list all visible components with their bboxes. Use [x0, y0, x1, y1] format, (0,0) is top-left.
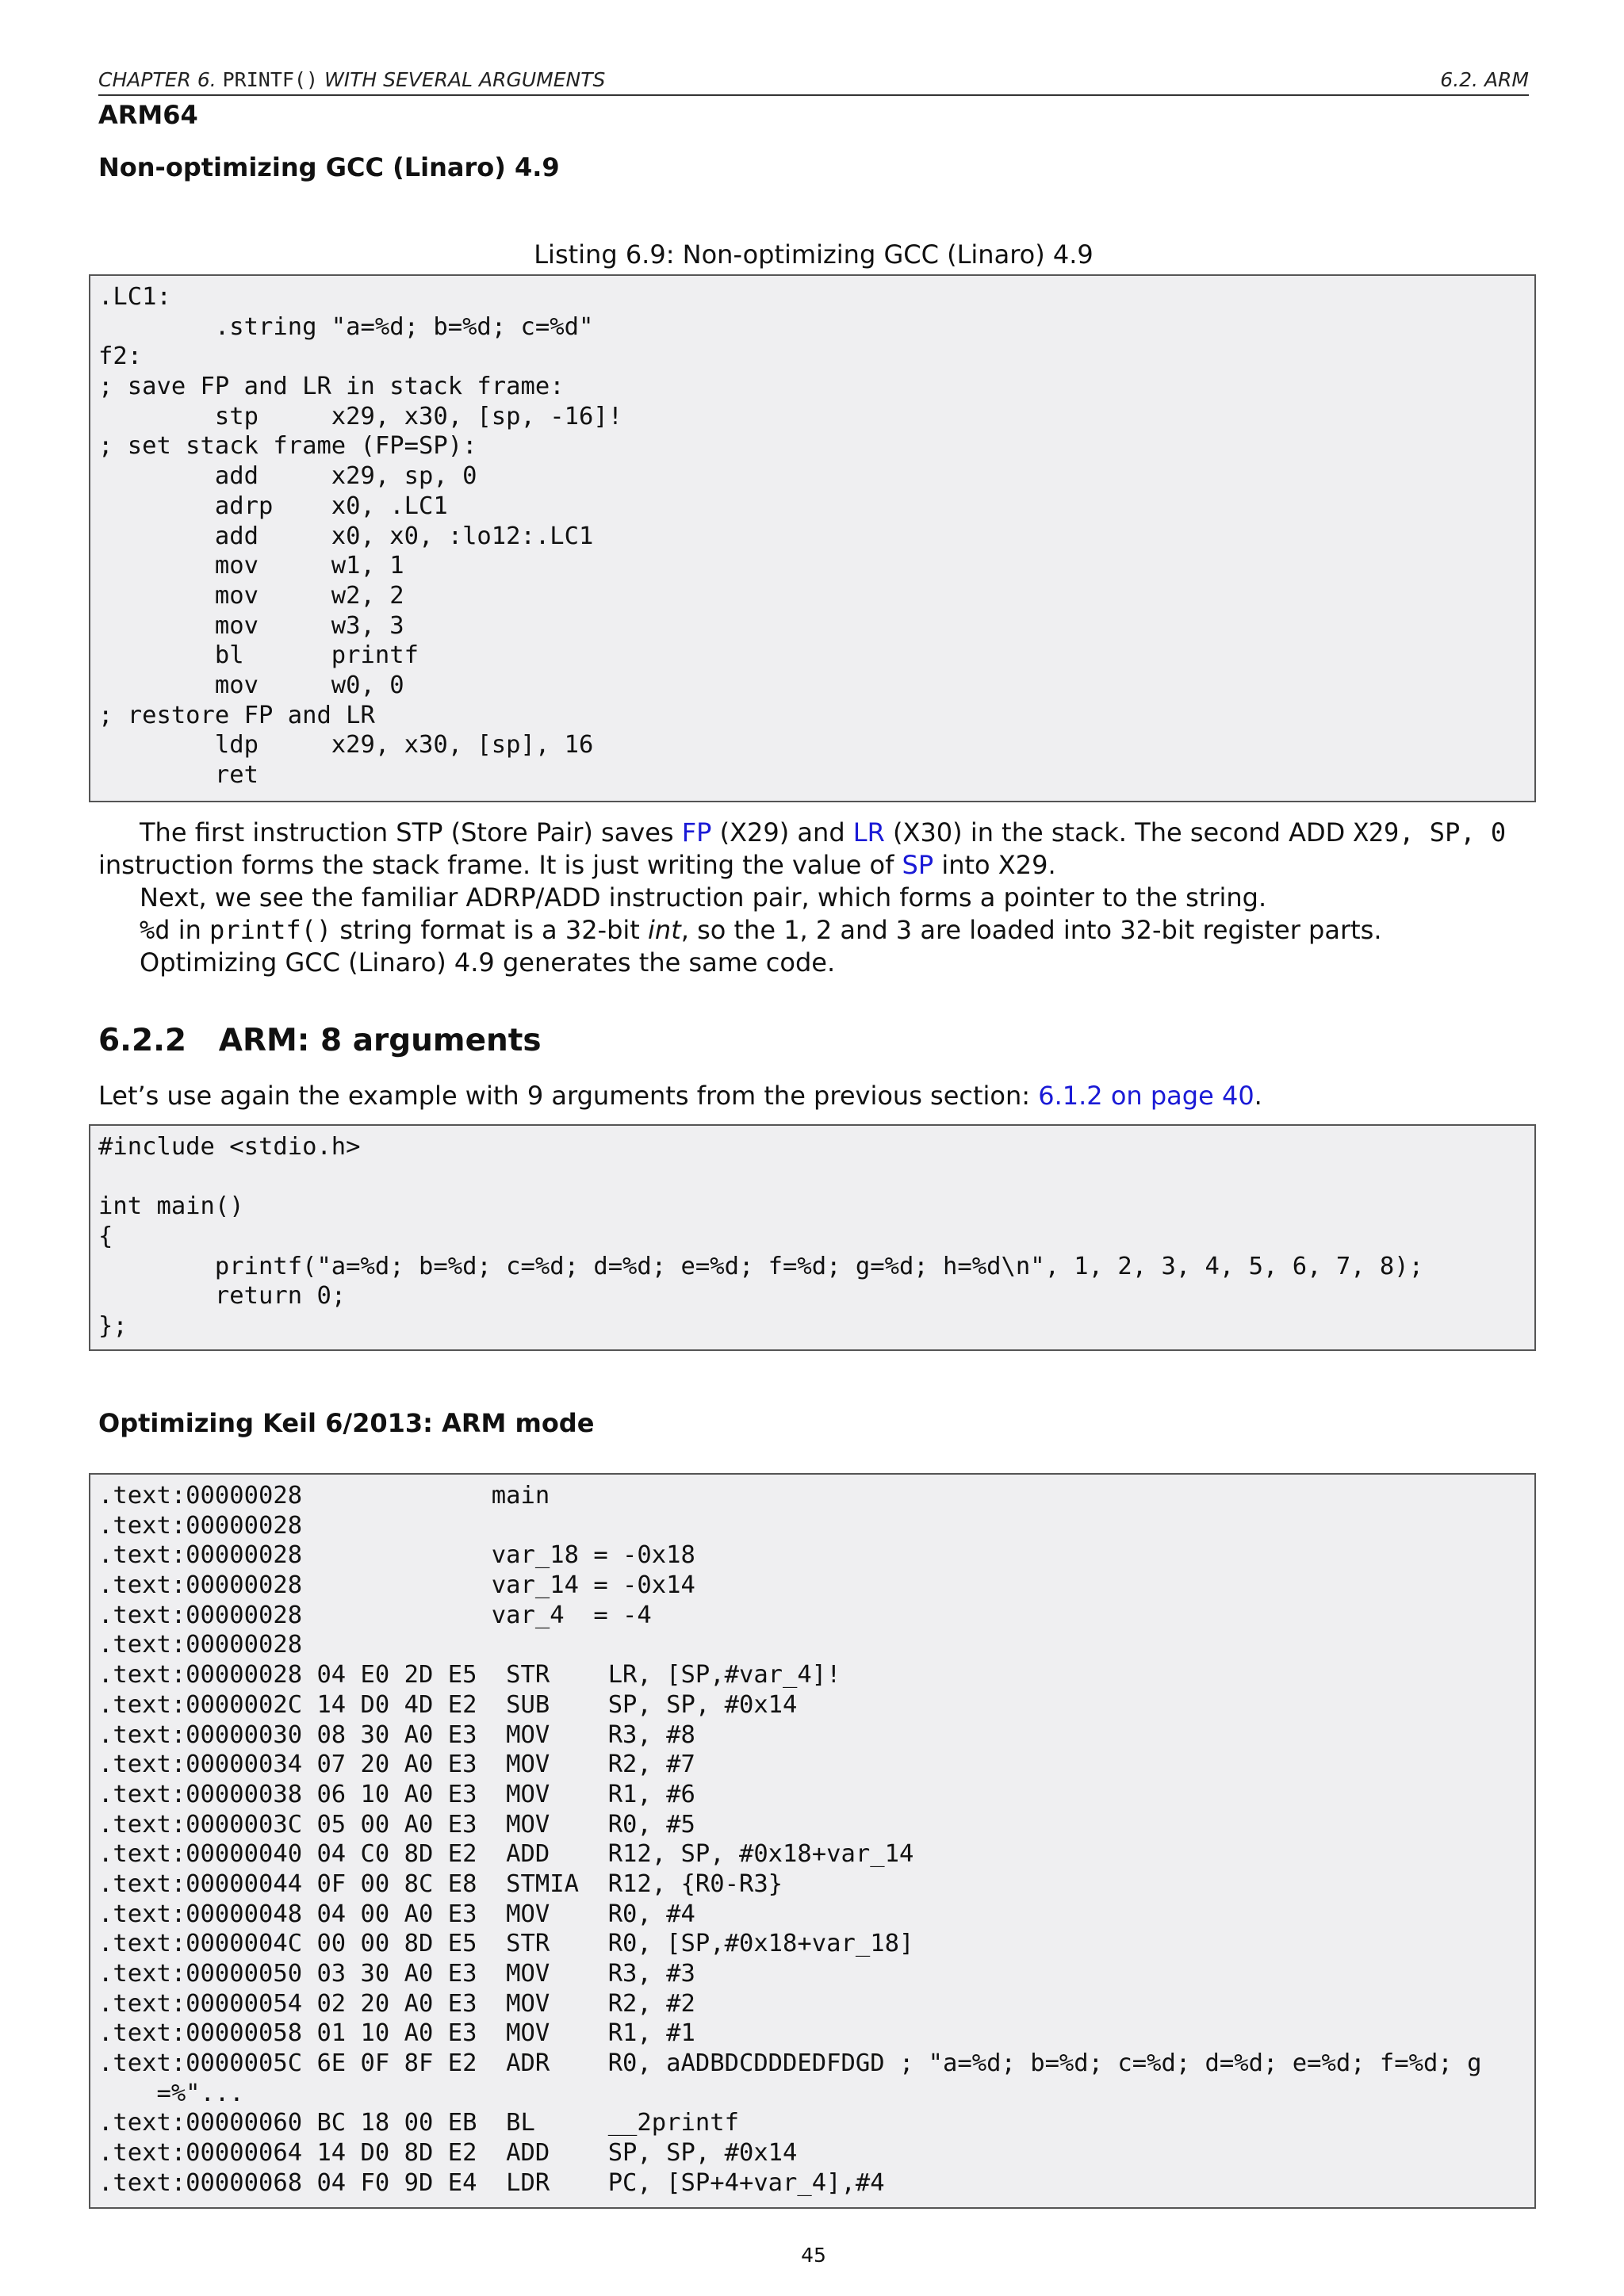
- code-line: .string "a=%d; b=%d; c=%d": [98, 312, 594, 341]
- code-line: f2:: [98, 342, 143, 371]
- code-line: .text:00000048 04 00 A0 E3 MOV R0, #4: [98, 1900, 695, 1928]
- code-line: .text:00000028 var_14 = -0x14: [98, 1571, 695, 1600]
- arm64-heading: ARM64: [98, 100, 198, 130]
- code-line: mov w3, 3: [98, 611, 404, 640]
- section-heading-622: 6.2.2 ARM: 8 arguments: [98, 1023, 542, 1058]
- chapter-title: CHAPTER 6. PRINTF() WITH SEVERAL ARGUMENTS: [98, 68, 606, 91]
- code-line: #include <stdio.h>: [98, 1133, 361, 1161]
- code-line: .text:00000028 var_4 = -4: [98, 1601, 652, 1629]
- code-line: ; save FP and LR in stack frame:: [98, 373, 565, 401]
- code-line: .text:00000030 08 30 A0 E3 MOV R3, #8: [98, 1720, 695, 1749]
- code-line: mov w2, 2: [98, 581, 404, 610]
- code-line: int main(): [98, 1192, 244, 1221]
- code-line: =%"...: [98, 2079, 244, 2107]
- code-line: .text:00000050 03 30 A0 E3 MOV R3, #3: [98, 1960, 695, 1988]
- code-line: add x0, x0, :lo12:.LC1: [98, 522, 594, 550]
- code-line: printf("a=%d; b=%d; c=%d; d=%d; e=%d; f=%d; g=%d; h=%d\n", 1, 2, 3, 4, 5, 6, 7, 8);: [98, 1252, 1423, 1280]
- code-line: return 0;: [98, 1282, 347, 1311]
- code-line: .text:00000034 07 20 A0 E3 MOV R2, #7: [98, 1751, 695, 1779]
- code-line: .text:00000040 04 C0 8D E2 ADD R12, SP, #0x18+var_14: [98, 1840, 914, 1869]
- code-line: .text:0000004C 00 00 8D E5 STR R0, [SP,#0x18+var_18]: [98, 1930, 914, 1958]
- code-line: .text:00000064 14 D0 8D E2 ADD SP, SP, #0x14: [98, 2139, 798, 2168]
- code-line: .text:00000054 02 20 A0 E3 MOV R2, #2: [98, 1989, 695, 2018]
- code-line: .text:00000058 01 10 A0 E3 MOV R1, #1: [98, 2019, 695, 2048]
- arm64-code-listing: [89, 274, 1536, 802]
- code-line: mov w1, 1: [98, 552, 404, 580]
- running-header: [98, 68, 1529, 96]
- keil-subheading: Optimizing Keil 6/2013: ARM mode: [98, 1408, 595, 1438]
- code-line: mov w0, 0: [98, 671, 404, 699]
- lr-link[interactable]: LR: [852, 817, 885, 848]
- code-line: [98, 1162, 1526, 1192]
- paragraph-same-code: Optimizing GCC (Linaro) 4.9 generates the same code.: [140, 947, 836, 978]
- code-line: ; restore FP and LR: [98, 701, 375, 729]
- code-line: adrp x0, .LC1: [98, 492, 448, 520]
- paragraph-format: %d in printf() string format is a 32-bit int, so the 1, 2 and 3 are loaded into 32-bit register parts.: [140, 915, 1382, 945]
- code-line: .text:00000060 BC 18 00 EB BL __2printf: [98, 2109, 739, 2137]
- paragraph-stp: The first instruction STP (Store Pair) saves FP (X29) and LR (X30) in the stack. The second ADD X29, SP, 0 instruction forms the stack frame. It is just writing the value of SP into X29. Next, we see the familiar ADRP/ADD instruction pair, which forms a pointer to the string. %d in printf() string format is a 32-bit int, so the 1, 2 and 3 are loaded into 32-bit register parts. Optimizing GCC (Linaro) 4.9 generates the same code.: [98, 817, 1529, 979]
- code-line: .text:00000028 main: [98, 1482, 550, 1510]
- code-line: ldp x29, x30, [sp], 16: [98, 731, 594, 760]
- page-number: 45: [801, 2244, 826, 2267]
- fp-link[interactable]: FP: [681, 817, 712, 848]
- code-line: ret: [98, 761, 259, 789]
- code-line: .text:0000002C 14 D0 4D E2 SUB SP, SP, #0x14: [98, 1690, 798, 1719]
- listing-caption: Listing 6.9: Non-optimizing GCC (Linaro) 4.9: [534, 239, 1094, 270]
- keil-code-listing: [89, 1473, 1536, 2209]
- code-line: .text:00000038 06 10 A0 E3 MOV R1, #6: [98, 1780, 695, 1808]
- code-line: .text:00000028: [98, 1511, 303, 1540]
- code-line: .text:00000028 04 E0 2D E5 STR LR, [SP,#var_4]!: [98, 1661, 841, 1689]
- code-line: .text:00000028: [98, 1631, 303, 1659]
- code-line: };: [98, 1312, 128, 1341]
- paragraph-adrp: Next, we see the familiar ADRP/ADD instruction pair, which forms a pointer to the string.: [140, 882, 1267, 913]
- gcc-subheading: Non-optimizing GCC (Linaro) 4.9: [98, 152, 560, 182]
- code-line: .text:00000044 0F 00 8C E8 STMIA R12, {R0-R3}: [98, 1869, 783, 1898]
- code-line: .text:0000003C 05 00 A0 E3 MOV R0, #5: [98, 1810, 695, 1839]
- code-line: .text:0000005C 6E 0F 8F E2 ADR R0, aADBDCDDDEDFDGD ; "a=%d; b=%d; c=%d; d=%d; e=%d; f=%d; g: [98, 2049, 1482, 2078]
- sp-link[interactable]: SP: [902, 850, 934, 880]
- page-ref-link[interactable]: 6.1.2 on page 40: [1038, 1081, 1254, 1111]
- code-line: ; set stack frame (FP=SP):: [98, 432, 477, 461]
- code-line: bl printf: [98, 641, 419, 670]
- code-line: .LC1:: [98, 283, 171, 311]
- code-line: add x29, sp, 0: [98, 462, 477, 491]
- code-line: stp x29, x30, [sp, -16]!: [98, 402, 623, 430]
- c-code-listing: [89, 1124, 1536, 1351]
- code-line: {: [98, 1223, 113, 1251]
- section-label: 6.2. ARM: [1440, 68, 1529, 91]
- code-line: .text:00000068 04 F0 9D E4 LDR PC, [SP+4+var_4],#4: [98, 2168, 885, 2197]
- code-line: .text:00000028 var_18 = -0x18: [98, 1541, 695, 1570]
- section-intro: Let’s use again the example with 9 arguments from the previous section: 6.1.2 on page 40.: [98, 1081, 1262, 1111]
